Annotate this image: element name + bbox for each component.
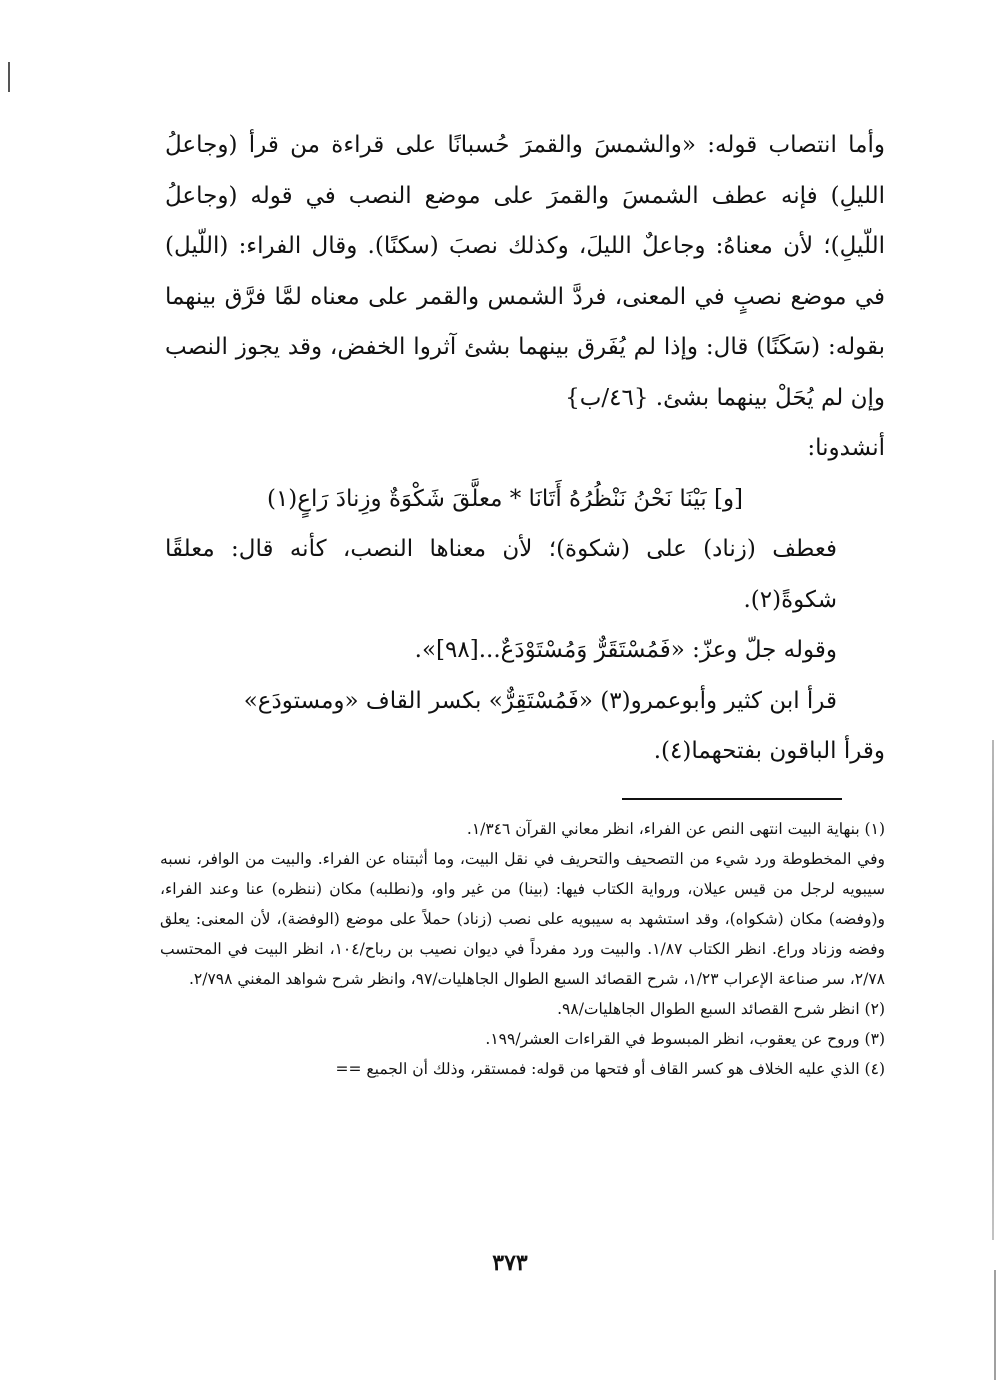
paragraph-1: وأما انتصاب قوله: «والشمسَ والقمرَ حُسبانًا على قراءة من قرأ (وجاعلُ الليلِ) فإنه عطف الشمسَ والقمرَ على موضع النصب في قوله (وجاعلُ اللّيلِ)؛ لأن معناهُ: وجاعلٌ الليلَ، وكذلك نصبَ (سكنًا). وقال الفراء: (اللّيل) في موضع نصبٍ في المعنى، فردَّ الشمس والقمر على معناه لمَّا فرَّق بينهما بقوله: (سَكَنًا) قال: وإذا لم يُفَرق بينهما بشئ آثروا الخفض، وقد يجوز النصب وإن لم يُحَلْ بينهما بشئ. {٤٦/ب} bbox=[165, 132, 885, 411]
scan-edge-mark bbox=[992, 740, 994, 1240]
page-number: ٣٧٣ bbox=[492, 1250, 528, 1276]
footnote-3: (٣) وروح عن يعقوب، انظر المبسوط في القراءات العشر/١٩٩. bbox=[485, 1030, 885, 1048]
paragraph-1-end: أنشدونا: bbox=[807, 435, 885, 461]
paragraph-3: وقوله جلّ وعزّ: «فَمُسْتَقَرٌّ وَمُسْتَوْدَعٌ...[٩٨]». bbox=[414, 637, 837, 663]
scan-edge-mark bbox=[994, 1270, 996, 1380]
footnote-separator bbox=[622, 798, 842, 800]
paragraph-4: قرأ ابن كثير وأبوعمرو(٣) «فَمُسْتَقِرٌّ» بكسر القاف «ومستودَع» bbox=[243, 687, 837, 714]
poetry-verse: [و] بَيْنَا نَحْنُ نَنْظُرُهُ أَتَانَا * معلَّقَ شَكْوَةٌ وزِنادَ رَاعٍ(١) bbox=[266, 485, 744, 512]
footnote-1-continuation: وفي المخطوطة ورد شيء من التصحيف والتحريف في نقل البيت، وما أثبتناه عن الفراء. والبيت من الوافر، نسبه سيبويه لرجل من قيس عيلان، ورواية الكتاب فيها: (بينا) من غير واو، و(نطلبه) مكان (ننظره) عنا وعند الفراء، و(وفضه) مكان (شكواه)، وقد استشهد به سيبويه على نصب (زناد) حملاً على موضع (الوفضة)، لأن المعنى: يعلق وفضه وزناد وراع. انظر الكتاب ١/٨٧. والبيت ورد مفرداً في ديوان نصيب بن رباح/١٠٤، انظر البيت في المحتسب ٢/٧٨، سر صناعة الإعراب ١/٢٣، شرح القصائد السبع الطوال الجاهليات/٩٧، وانظر شرح شواهد المغني ٢/٧٩٨. bbox=[160, 850, 885, 988]
footnote-4: (٤) الذي عليه الخلاف هو كسر القاف أو فتحها من قوله: فمستقر، وذلك أن الجميع == bbox=[335, 1060, 885, 1078]
footnotes bbox=[160, 814, 885, 1084]
main-text bbox=[165, 120, 885, 777]
footnote-1: (١) بنهاية البيت انتهى النص عن الفراء، انظر معاني القرآن ١/٣٤٦. bbox=[466, 820, 885, 838]
scan-edge-mark bbox=[8, 62, 10, 92]
paragraph-2: فعطف (زناد) على (شكوة)؛ لأن معناها النصب، كأنه قال: معلقًا شكوةً(٢). bbox=[165, 536, 837, 613]
footnote-2: (٢) انظر شرح القصائد السبع الطوال الجاهليات/٩٨. bbox=[557, 1000, 885, 1018]
paragraph-4-end: وقرأ الباقون بفتحهما(٤). bbox=[653, 738, 885, 764]
